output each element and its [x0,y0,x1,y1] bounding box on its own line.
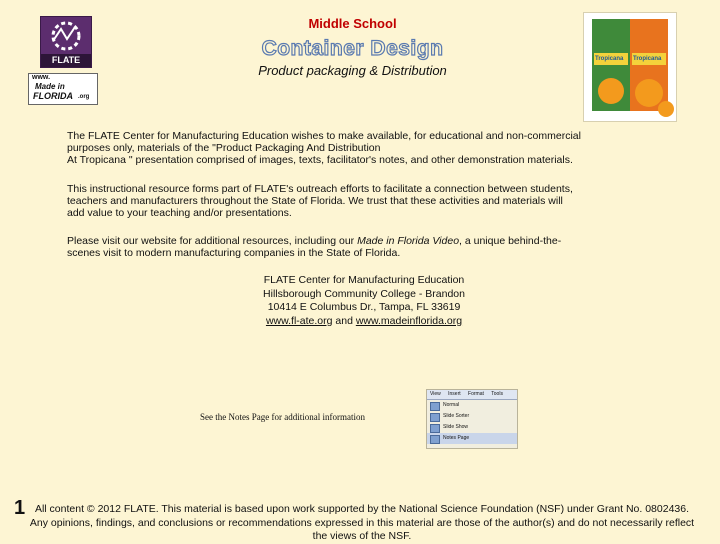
view-menu-screenshot [426,389,518,449]
school-level-label: Middle School [308,16,397,31]
paragraph-line [67,235,561,247]
menu-item-notes-page [427,433,517,444]
text-segment: Please visit our website for additional resources, including our [67,235,358,247]
menu-item-label: Slide Sorter [443,413,470,419]
paragraph-outreach [67,183,573,219]
menu-format: Format [468,391,484,397]
address-block [0,274,720,328]
menu-tools: Tools [491,391,503,397]
paragraph-line: This instructional resource forms part of FLATE's outreach efforts to facilitate a connection between students, [67,183,573,195]
flate-logo [40,16,92,68]
menu-item-label: Normal [443,402,460,408]
mif-org: .org [78,94,90,100]
made-in-florida-link[interactable]: www.madeinflorida.org [355,314,463,327]
page-subtitle: Product packaging & Distribution [258,63,447,78]
menu-item-normal [427,400,517,411]
tropicana-product-image [583,12,677,122]
menu-view: View [430,391,441,397]
menu-item-label: Slide Show [443,424,469,430]
menu-item-slide-sorter [427,411,517,422]
text-segment: , a unique behind-the- [459,235,562,247]
slide-sorter-icon [430,413,440,422]
footer-line: the views of the NSF. [312,530,412,542]
flate-website-link[interactable]: www.fl-ate.org [265,314,333,327]
menu-item-label: Notes Page [443,435,470,441]
juice-carton-icon [584,13,676,121]
video-title: Made in Florida Video [357,235,460,247]
made-in-florida-logo [28,73,98,105]
normal-view-icon [430,402,440,411]
address-line: FLATE Center for Manufacturing Education [263,274,465,286]
mif-www: www. [32,74,51,81]
link-separator: and [332,314,356,327]
address-line: 10414 E Columbus Dr., Tampa, FL 33619 [267,301,461,313]
mif-made-in: Made in [35,82,65,91]
address-links [0,315,720,329]
notes-page-icon [430,435,440,444]
notes-page-hint: See the Notes Page for additional information [200,412,365,422]
paragraph-intro [67,130,581,166]
address-line: Hillsborough Community College - Brandon [263,287,465,300]
paragraph-line: At Tropicana " presentation comprised of images, texts, facilitator's notes, and other demonstration materials. [67,154,573,166]
brand-label-right: Tropicana [633,56,662,62]
slide-number: 1 [14,497,26,519]
page-title: Container Design [261,37,444,60]
footer-line: All content © 2012 FLATE. This material is based upon work supported by the National Science Foundation (NSF) under Grant No. 0802436. [34,503,690,515]
paragraph-line: The FLATE Center for Manufacturing Education wishes to make available, for educational and non-commercial [67,130,581,142]
paragraph-line: purposes only, materials of the "Product Packaging And Distribution [67,142,381,154]
brand-label-left: Tropicana [595,56,624,62]
mif-florida: FLORIDA [33,91,73,101]
footer-disclaimer [10,503,714,544]
flate-logo-text: FLATE [41,54,91,67]
paragraph-website [67,235,561,259]
paragraph-line: scenes visit to modern manufacturing companies in the State of Florida. [67,247,401,259]
menu-insert: Insert [448,391,461,397]
gear-icon [41,17,91,54]
slide-show-icon [430,424,440,433]
paragraph-line: teachers and manufacturers throughout the State of Florida. We trust that these activities and materials will [67,195,563,207]
menu-bar [427,390,517,400]
paragraph-line: add value to your teaching and/or presentations. [67,207,292,219]
menu-item-slide-show [427,422,517,433]
footer-line: Any opinions, findings, and conclusions or recommendations expressed in this material are those of the author(s) and do not necessarily reflect [29,516,695,529]
